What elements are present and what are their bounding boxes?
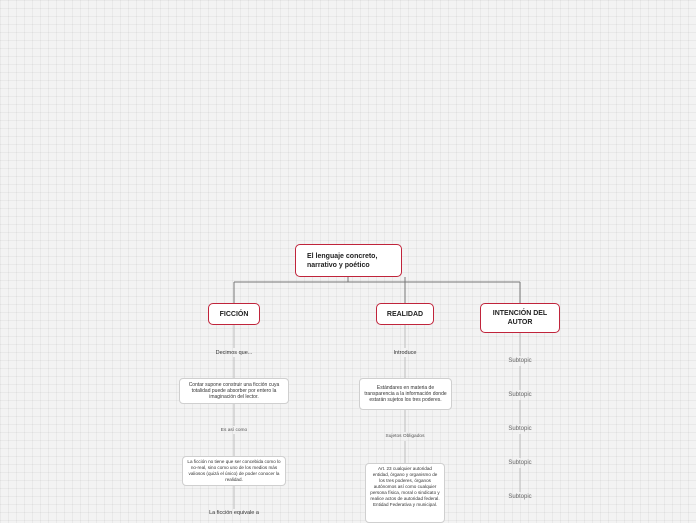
intencion-subtopic-4[interactable]: Subtopic bbox=[508, 460, 532, 466]
ficcion-item-2[interactable]: Contar supone construir una ficción cuya totalidad puede absorber por entero la imaginación del lector. bbox=[179, 378, 289, 404]
realidad-item-3[interactable]: Sujetos Obligados bbox=[385, 434, 425, 439]
topic-realidad[interactable] bbox=[376, 303, 434, 325]
topic-intencion-del-autor[interactable] bbox=[480, 303, 560, 333]
realidad-item-1[interactable]: Introduce bbox=[393, 349, 417, 356]
intencion-subtopic-1[interactable]: Subtopic bbox=[508, 358, 532, 364]
intencion-subtopic-2[interactable]: Subtopic bbox=[508, 392, 532, 398]
root-topic[interactable] bbox=[295, 244, 402, 277]
topic-intencion-label: INTENCIÓN DEL AUTOR bbox=[492, 310, 548, 326]
ficcion-item-3[interactable]: Es así como bbox=[220, 427, 248, 433]
topic-realidad-label: REALIDAD bbox=[386, 310, 424, 318]
topic-ficcion[interactable] bbox=[208, 303, 260, 325]
intencion-subtopic-5[interactable]: Subtopic bbox=[508, 494, 532, 500]
topic-ficcion-label: FICCIÓN bbox=[219, 310, 249, 318]
realidad-item-4[interactable]: Art. 23 cualquier autoridad entidad, órgano y organismo de los tres poderes, órganos autónomos así como cualquier persona física, moral o sindicato y realice actos de autoridad federal. Entidad Federativa y municipal. bbox=[365, 463, 445, 523]
ficcion-item-5[interactable]: La ficción equivale a bbox=[209, 510, 259, 516]
ficcion-item-4[interactable]: La ficción no tiene que ser concebida como lo no-real, sino como uno de los medios más valiosos (quizá el único) de poder conocer la realidad. bbox=[182, 456, 286, 486]
root-topic-label: El lenguaje concreto, narrativo y poético bbox=[307, 252, 378, 269]
realidad-item-2[interactable]: Estándares en materia de transparencia a la información donde estarán sujetos los tres poderes. bbox=[359, 378, 452, 410]
intencion-subtopic-3[interactable]: Subtopic bbox=[508, 426, 532, 432]
ficcion-item-1[interactable]: Decimos que... bbox=[215, 349, 253, 356]
